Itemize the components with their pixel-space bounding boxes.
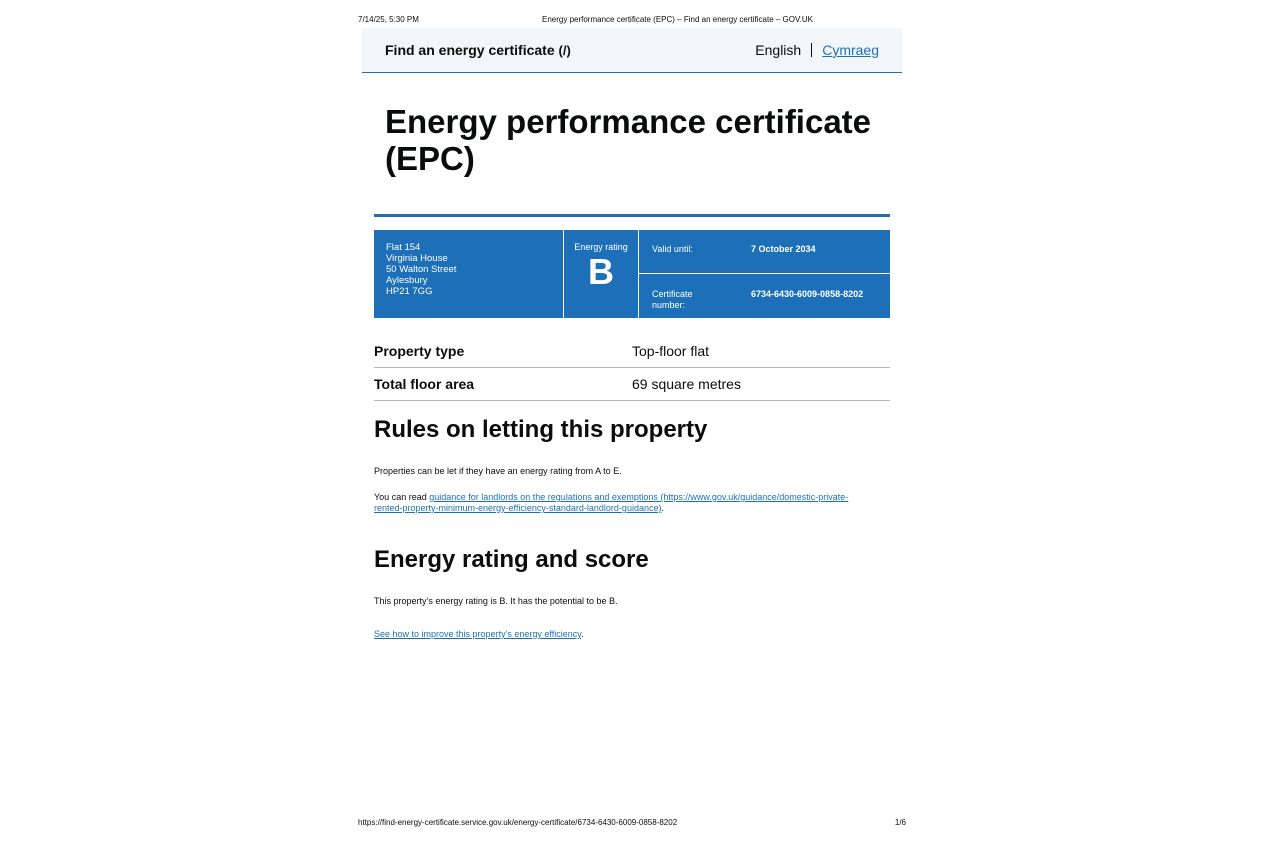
summary-row — [374, 335, 890, 368]
address-line: Flat 154 — [386, 242, 421, 253]
summary-key: Total floor area — [374, 376, 475, 392]
letting-guidance-paragraph — [374, 492, 874, 514]
address-line: 50 Walton Street — [386, 264, 457, 275]
service-header — [362, 28, 902, 73]
language-switcher — [755, 42, 879, 58]
summary-value: 69 square metres — [632, 376, 741, 392]
letting-paragraph: Properties can be let if they have an energy rating from A to E. — [374, 466, 622, 476]
certificate-number-label: Certificate number: — [652, 289, 693, 310]
property-address — [374, 230, 563, 318]
page-number: 1/6 — [894, 818, 906, 827]
address-line: HP21 7GG — [386, 286, 433, 297]
property-summary-list — [374, 335, 890, 401]
letting-heading: Rules on letting this property — [374, 416, 708, 443]
address-line: Aylesbury — [386, 275, 428, 286]
service-name: Find an energy certificate — [385, 42, 555, 58]
valid-until-panel — [639, 230, 890, 273]
lang-english: English — [755, 42, 802, 58]
home-link-url: (/) — [558, 43, 571, 58]
lang-separator — [811, 43, 812, 57]
energy-rating-letter: B — [588, 251, 614, 292]
epc-summary-box — [374, 230, 890, 318]
address-line: Virginia House — [386, 253, 448, 264]
lang-welsh-link[interactable]: Cymraeg — [822, 42, 879, 58]
certificate-number-panel — [639, 274, 890, 318]
guidance-suffix: . — [661, 503, 664, 513]
guidance-prefix: You can read — [374, 492, 430, 502]
section-divider — [374, 214, 890, 217]
energy-rating-heading: Energy rating and score — [374, 546, 649, 573]
improve-paragraph — [374, 629, 874, 640]
energy-rating-label: Energy rating — [574, 242, 628, 252]
improve-efficiency-link[interactable]: See how to improve this property’s energy efficiency — [374, 629, 582, 639]
print-datetime: 7/14/25, 5:30 PM — [358, 15, 419, 24]
valid-until-label: Valid until: — [652, 244, 693, 254]
landlord-guidance-link[interactable]: guidance for landlords on the regulations and exemptions (https://www.gov.uk/guidance/domestic-private-rented-property-minimum-energy-efficiency-standard-landlord-guidance) — [374, 492, 849, 513]
energy-rating-paragraph: This property’s energy rating is B. It has the potential to be B. — [374, 596, 618, 606]
service-name-link[interactable] — [385, 42, 571, 58]
summary-row — [374, 368, 890, 401]
print-url: https://find-energy-certificate.service.gov.uk/energy-certificate/6734-6430-6009-0858-8202 — [358, 818, 678, 827]
summary-value: Top-floor flat — [632, 343, 710, 359]
energy-rating-panel — [564, 230, 638, 318]
summary-key: Property type — [374, 343, 465, 359]
page-title: Energy performance certificate (EPC) — [385, 103, 872, 177]
print-document-title: Energy performance certificate (EPC) – Find an energy certificate – GOV.UK — [542, 15, 813, 24]
certificate-number-value: 6734-6430-6009-0858-8202 — [751, 289, 864, 299]
valid-until-value: 7 October 2034 — [751, 244, 816, 254]
improve-suffix: . — [581, 629, 584, 639]
